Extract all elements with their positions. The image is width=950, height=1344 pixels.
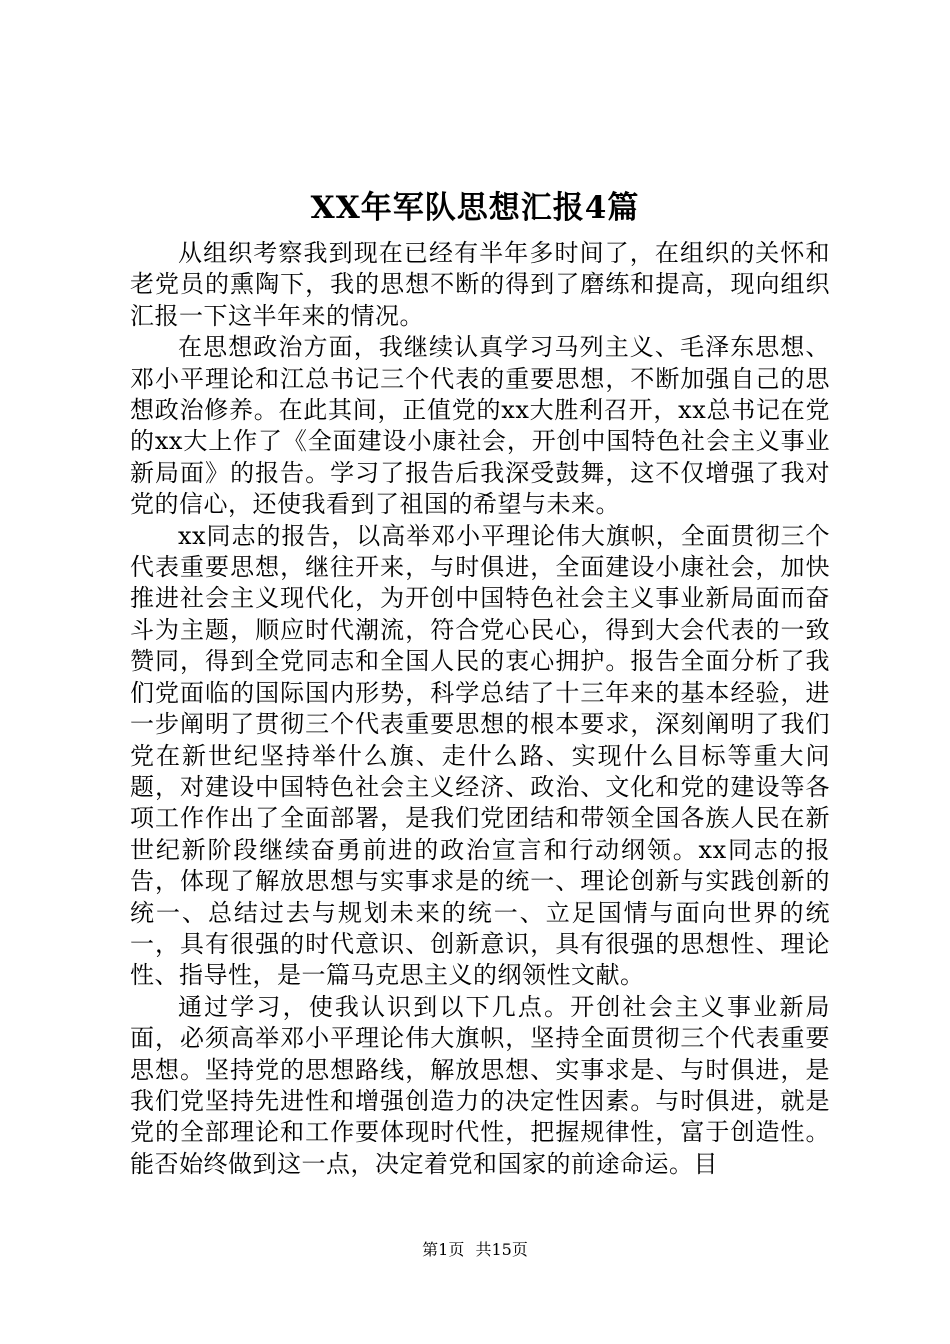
- page-total: 共15页: [475, 1240, 528, 1259]
- paragraph-4: 通过学习，使我认识到以下几点。开创社会主义事业新局面，必须高举邓小平理论伟大旗帜，坚持全面贯彻三个代表重要思想。坚持党的思想路线，解放思想、实事求是、与时俱进，是我们党坚持先进性和增强创造力的决定性因素。与时俱进，就是党的全部理论和工作要体现时代性，把握规律性，富于创造性。能否始终做到这一点，决定着党和国家的前途命运。目: [130, 992, 830, 1178]
- document-body: [130, 238, 830, 1180]
- paragraph-3: xx同志的报告，以高举邓小平理论伟大旗帜，全面贯彻三个代表重要思想，继往开来，与时俱进，全面建设小康社会，加快推进社会主义现代化，为开创中国特色社会主义事业新局面而奋斗为主题，顺应时代潮流，符合党心民心，得到大会代表的一致赞同，得到全党同志和全国人民的衷心拥护。报告全面分析了我们党面临的国际国内形势，科学总结了十三年来的基本经验，进一步阐明了贯彻三个代表重要思想的根本要求，深刻阐明了我们党在新世纪坚持举什么旗、走什么路、实现什么目标等重大问题，对建设中国特色社会主义经济、政治、文化和党的建设等各项工作作出了全面部署，是我们党团结和带领全国各族人民在新世纪新阶段继续奋勇前进的政治宣言和行动纲领。xx同志的报告，体现了解放思想与实事求是的统一、理论创新与实践创新的统一、总结过去与规划未来的统一、立足国情与面向世界的统一，具有很强的时代意识、创新意识，具有很强的思想性、理论性、指导性，是一篇马克思主义的纲领性文献。: [130, 521, 830, 990]
- document-title: XX年军队思想汇报4篇: [310, 190, 640, 226]
- page-number: 第1页: [422, 1240, 465, 1259]
- paragraph-1: 从组织考察我到现在已经有半年多时间了，在组织的关怀和老党员的熏陶下，我的思想不断的得到了磨练和提高，现向组织汇报一下这半年来的情况。: [130, 239, 830, 330]
- paragraph-2: 在思想政治方面，我继续认真学习马列主义、毛泽东思想、邓小平理论和江总书记三个代表的重要思想，不断加强自己的思想政治修养。在此其间，正值党的xx大胜利召开，xx总书记在党的xx大上作了《全面建设小康社会，开创中国特色社会主义事业新局面》的报告。学习了报告后我深受鼓舞，这不仅增强了我对党的信心，还使我看到了祖国的希望与未来。: [130, 333, 830, 519]
- page-footer: [0, 1240, 950, 1260]
